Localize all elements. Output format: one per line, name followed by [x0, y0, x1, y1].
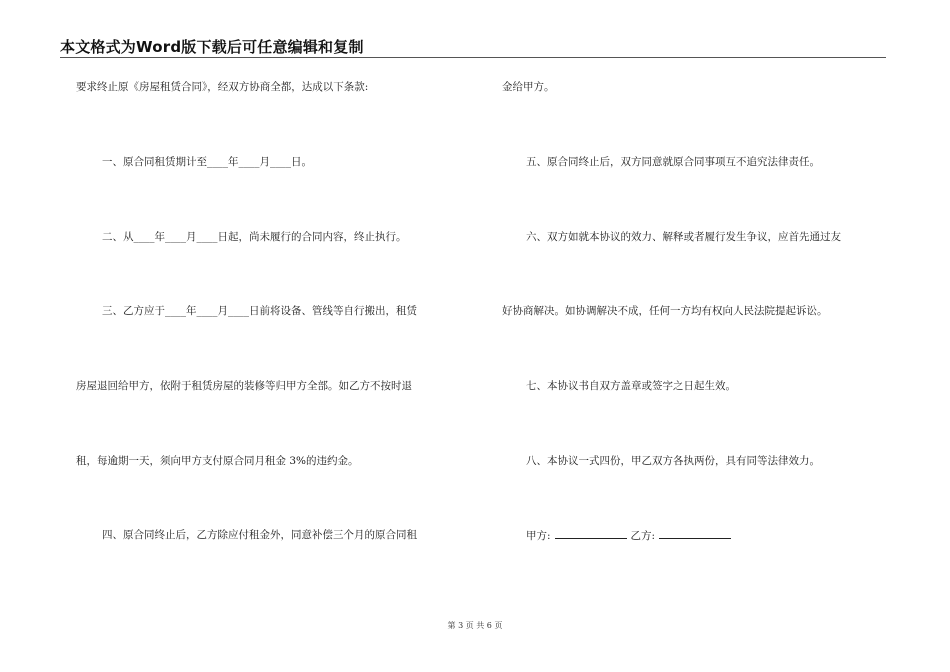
clause-6-line-2: 好协商解决。如协调解决不成，任何一方均有权向人民法院提起诉讼。	[502, 305, 828, 317]
clause-5: 五、原合同终止后，双方同意就原合同事项互不追究法律责任。	[526, 156, 820, 168]
party-b-signature-field[interactable]	[659, 528, 731, 539]
clause-3-line-2: 房屋退回给甲方，依附于租赁房屋的装修等归甲方全部。如乙方不按时退	[76, 380, 412, 392]
clause-3-line-3: 租，每逾期一天，须向甲方支付原合同月租金 3%的违约金。	[76, 455, 359, 467]
signature-line	[526, 528, 735, 543]
clause-1: 一、原合同租赁期计至____年____月____日。	[102, 156, 312, 168]
clause-4-line-2: 金给甲方。	[502, 81, 555, 93]
clause-8: 八、本协议一式四份，甲乙双方各执两份，具有同等法律效力。	[526, 455, 820, 467]
clause-2: 二、从____年____月____日起，尚未履行的合同内容，终止执行。	[102, 231, 407, 243]
intro-paragraph: 要求终止原《房屋租赁合同》，经双方协商全都，达成以下条款:	[76, 81, 369, 93]
party-a-label: 甲方:	[526, 530, 551, 542]
header-divider	[60, 57, 886, 58]
party-b-label: 乙方:	[630, 530, 656, 542]
clause-3-line-1: 三、乙方应于____年____月____日前将设备、管线等自行搬出，租赁	[102, 305, 417, 317]
clause-7: 七、本协议书自双方盖章或签字之日起生效。	[526, 380, 736, 392]
clause-6-line-1: 六、双方如就本协议的效力、解释或者履行发生争议，应首先通过友	[526, 231, 841, 243]
page-number: 第 3 页 共 6 页	[447, 621, 503, 630]
party-a-signature-field[interactable]	[555, 528, 627, 539]
clause-4-line-1: 四、原合同终止后，乙方除应付租金外，同意补偿三个月的原合同租	[102, 529, 417, 541]
document-header-title: 本文格式为Word版下载后可任意编辑和复制	[60, 38, 364, 56]
